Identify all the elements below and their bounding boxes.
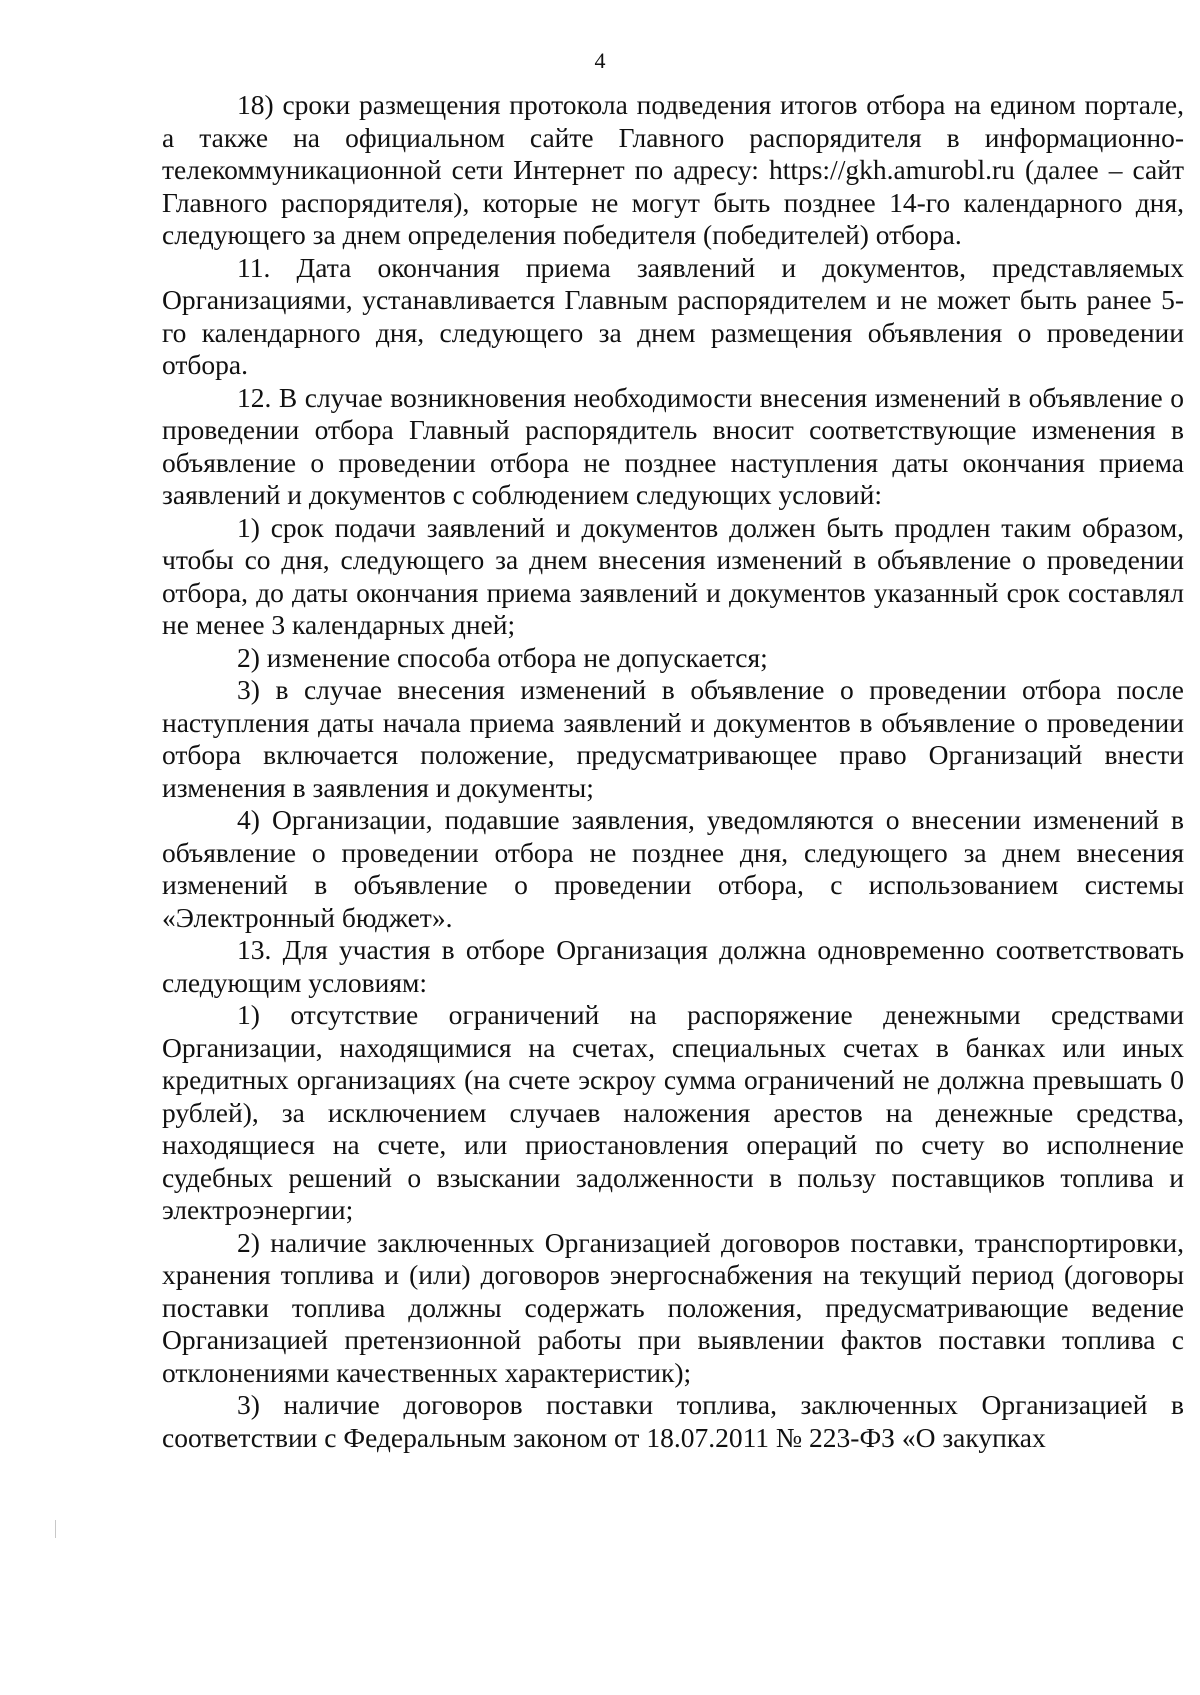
paragraph-13-item-2: 2) наличие заключенных Организацией договоров поставки, транспортировки, хранения топлива и (или) договоров энергоснабжения на текущий период (договоры поставки топлива должны содержать положения, предусматривающие ведение Организацией претензионной работы при выявлении фактов поставки топлива с отклонениями качественных характеристик); <box>162 1226 1184 1388</box>
paragraph-12: 12. В случае возникновения необходимости внесения изменений в объявление о проведении отбора Главный распорядитель вносит соответствующие изменения в объявление о проведении отбора не позднее наступления даты окончания приема заявлений и документов с соблюдением следующих условий: <box>162 381 1184 510</box>
paragraph-13-item-1: 1) отсутствие ограничений на распоряжение денежными средствами Организации, находящимися на счетах, специальных счетах в банках или иных кредитных организациях (на счете эскроу сумма ограничений не должна превышать 0 рублей), за исключением случаев наложения арестов на денежные средства, находящиеся на счете, или приостановления операций по счету во исполнение судебных решений о взыскании задолженности в пользу поставщиков топлива и электроэнергии; <box>162 999 1184 1225</box>
paragraph-12-item-4: 4) Организации, подавшие заявления, уведомляются о внесении изменений в объявление о проведении отбора не позднее дня, следующего за днем внесения изменений в объявление о проведении отбора, с использованием системы «Электронный бюджет». <box>162 804 1184 933</box>
paragraph-12-item-3: 3) в случае внесения изменений в объявление о проведении отбора после наступления даты начала приема заявлений и документов в объявление о проведении отбора включается положение, предусматривающее право Организаций внести изменения в заявления и документы; <box>162 674 1184 803</box>
paragraph-12-item-1: 1) срок подачи заявлений и документов должен быть продлен таким образом, чтобы со дня, следующего за днем внесения изменений в объявление о проведении отбора, до даты окончания приема заявлений и документов указанный срок составлял не менее 3 календарных дней; <box>162 511 1184 640</box>
paragraph-13-item-3: 3) наличие договоров поставки топлива, заключенных Организацией в соответствии с Федеральным законом от 18.07.2011 № 223-ФЗ «О закупках <box>162 1389 1184 1453</box>
paragraph-item-18: 18) сроки размещения протокола подведения итогов отбора на едином портале, а также на официальном сайте Главного распорядителя в информационно-телекоммуникационной сети Интернет по адресу: https://gkh.amurobl.ru (далее – сайт Главного распорядителя), которые не могут быть позднее 14-го календарного дня, следующего за днем определения победителя (победителей) отбора. <box>162 89 1184 250</box>
paragraph-11: 11. Дата окончания приема заявлений и документов, представляемых Организациями, устанавливается Главным распорядителем и не может быть ранее 5-го календарного дня, следующего за днем размещения объявления о проведении отбора. <box>162 251 1184 380</box>
document-body <box>162 89 1184 1454</box>
page-number: 4 <box>594 48 606 73</box>
paragraph-13: 13. Для участия в отборе Организация должна одновременно соответствовать следующим условиям: <box>162 934 1184 998</box>
scan-artifact <box>55 1520 56 1538</box>
paragraph-12-item-2: 2) изменение способа отбора не допускается; <box>237 641 768 673</box>
